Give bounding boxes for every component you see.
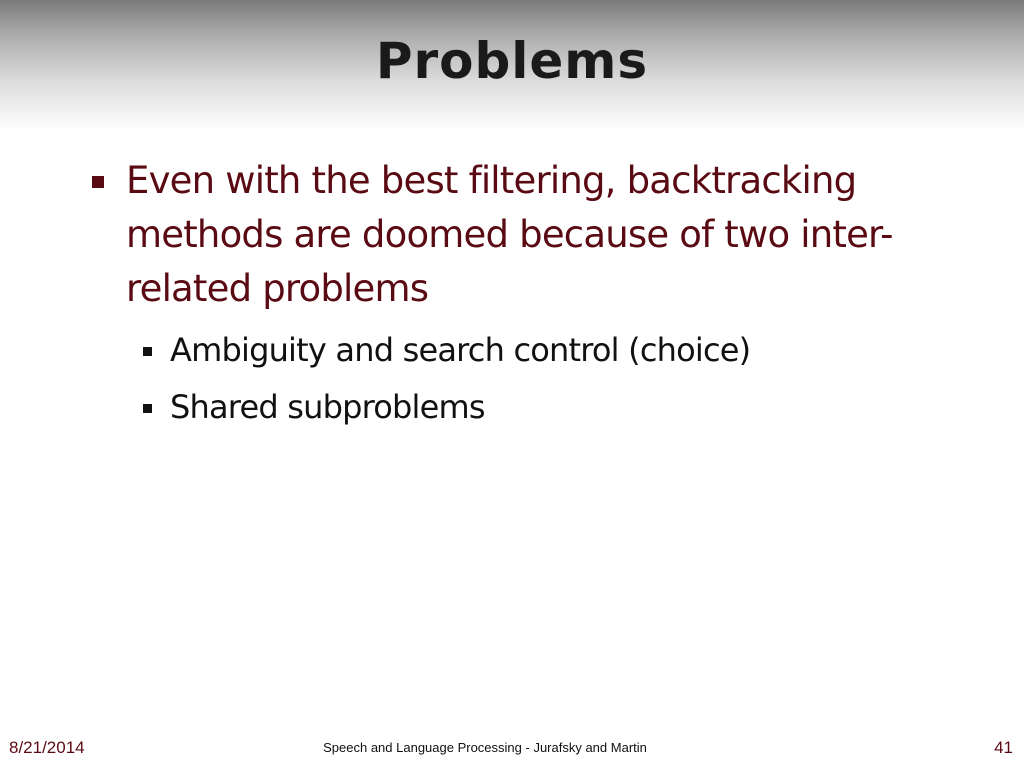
- slide-content: [88, 154, 968, 436]
- bullet-level2: [133, 322, 968, 379]
- bullet-level2: [133, 379, 968, 436]
- slide-title: Problems: [375, 32, 649, 90]
- square-bullet-icon: [92, 176, 104, 188]
- bullet-level1-text: Even with the best filtering, backtracking methods are doomed because of two inter-related problems: [126, 159, 893, 310]
- footer-attribution: Speech and Language Processing - Jurafsky and Martin: [323, 740, 647, 755]
- bullet-level1: [88, 154, 968, 316]
- page-number: 41: [994, 738, 1013, 757]
- square-bullet-icon: [143, 404, 152, 413]
- bullet-level2-text: Shared subproblems: [170, 388, 485, 426]
- square-bullet-icon: [143, 347, 152, 356]
- footer-date: 8/21/2014: [9, 738, 85, 757]
- bullet-level2-text: Ambiguity and search control (choice): [170, 331, 751, 369]
- sub-bullet-list: [133, 322, 968, 436]
